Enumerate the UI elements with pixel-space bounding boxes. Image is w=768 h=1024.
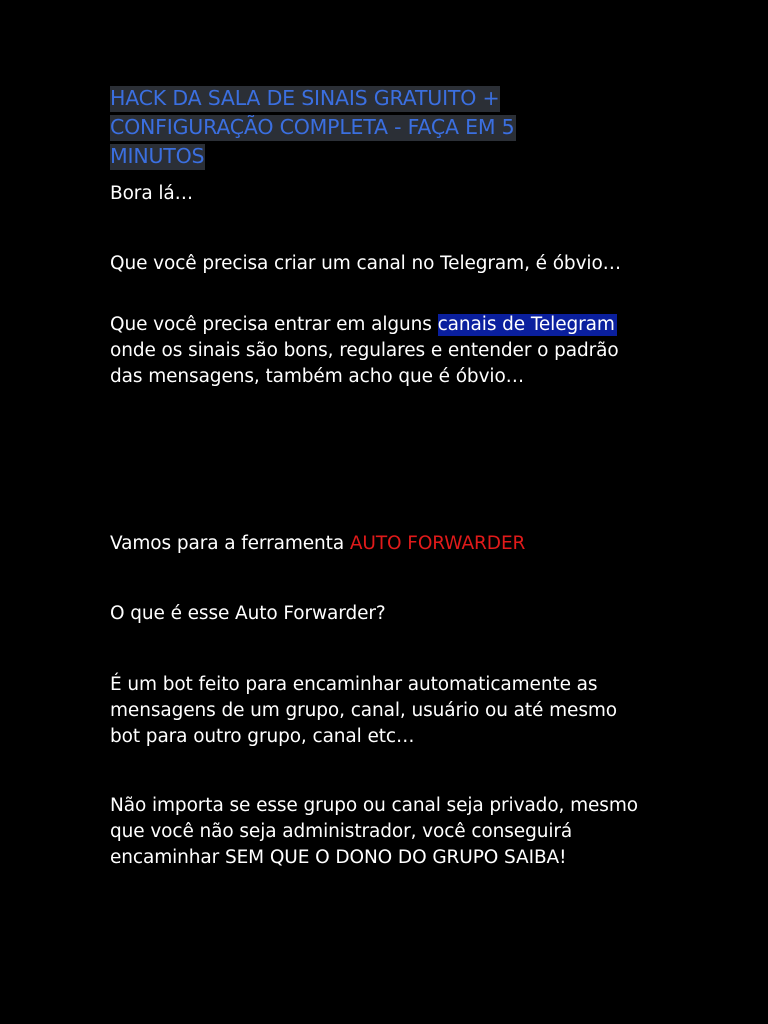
paragraph-bot-description: É um bot feito para encaminhar automaticamente as mensagens de um grupo, canal, usuário ou até mesmo bot para outro grupo, canal etc… [110,674,618,747]
join-channels-text-end: onde os sinais são bons, regulares e entender o padrão das mensagens, também acho que é óbvio… [110,340,619,387]
paragraph-tool-intro [110,531,650,557]
paragraph-question: O que é esse Auto Forwarder? [110,603,386,624]
title-line-3: MINUTOS [110,144,205,168]
paragraph-intro: Bora lá… [110,183,194,204]
title-line-1: HACK DA SALA DE SINAIS GRATUITO + [110,86,500,110]
paragraph-join-channels [110,312,650,390]
telegram-channels-link[interactable]: canais de Telegram [437,314,615,335]
join-channels-text-start: Que você precisa entrar em alguns [110,314,438,335]
title-line-2: CONFIGURAÇÃO COMPLETA - FAÇA EM 5 [110,115,515,139]
paragraph-create-channel: Que você precisa criar um canal no Telegram, é óbvio… [110,253,622,274]
auto-forwarder-highlight: AUTO FORWARDER [349,533,526,554]
document-title [110,84,650,171]
tool-intro-text: Vamos para a ferramenta [110,533,350,554]
paragraph-private-note: Não importa se esse grupo ou canal seja privado, mesmo que você não seja administrador, você conseguirá encaminhar SEM QUE O DONO DO GRUPO SAIBA! [110,795,638,868]
